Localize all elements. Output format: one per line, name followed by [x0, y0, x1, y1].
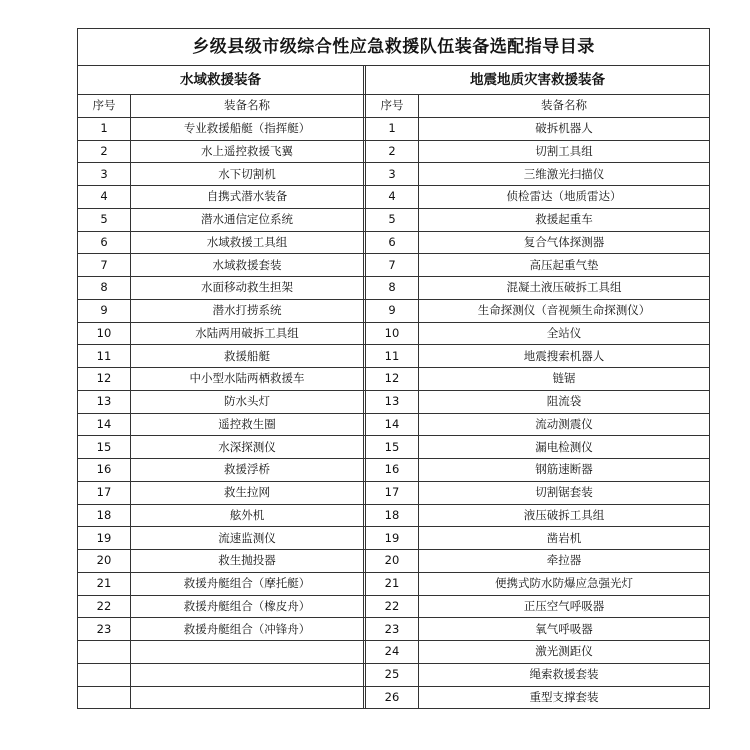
quake-item-no: 14 [366, 413, 419, 436]
water-item-name: 水下切割机 [131, 163, 364, 186]
table-row [78, 254, 710, 277]
quake-item-name: 全站仪 [419, 322, 710, 345]
section-header-row [78, 66, 710, 95]
water-item-no: 4 [78, 186, 131, 209]
quake-item-name: 破拆机器人 [419, 117, 710, 140]
table-row [78, 390, 710, 413]
water-item-name: 流速监测仪 [131, 527, 364, 550]
quake-item-name: 复合气体探测器 [419, 231, 710, 254]
water-item-name: 自携式潜水装备 [131, 186, 364, 209]
water-item-no: 3 [78, 163, 131, 186]
water-item-name: 救生拉网 [131, 481, 364, 504]
quake-item-no: 16 [366, 459, 419, 482]
quake-item-no: 24 [366, 641, 419, 664]
table-row [78, 663, 710, 686]
quake-item-no: 23 [366, 618, 419, 641]
table-row [78, 618, 710, 641]
quake-item-name: 链锯 [419, 368, 710, 391]
quake-item-no: 7 [366, 254, 419, 277]
water-item-no: 21 [78, 572, 131, 595]
water-item-no: 15 [78, 436, 131, 459]
quake-item-no: 8 [366, 277, 419, 300]
quake-item-name: 高压起重气垫 [419, 254, 710, 277]
column-header-row [78, 95, 710, 118]
table-row [78, 641, 710, 664]
water-item-name: 防水头灯 [131, 390, 364, 413]
quake-item-name: 钢筋速断器 [419, 459, 710, 482]
table-row [78, 686, 710, 709]
quake-item-no: 5 [366, 208, 419, 231]
water-item-no: 16 [78, 459, 131, 482]
quake-item-no: 19 [366, 527, 419, 550]
quake-item-name: 氧气呼吸器 [419, 618, 710, 641]
quake-item-name: 牵拉器 [419, 550, 710, 573]
quake-item-no: 17 [366, 481, 419, 504]
section-title-water: 水域救援装备 [78, 66, 364, 95]
table-row [78, 368, 710, 391]
table-row [78, 572, 710, 595]
quake-item-no: 3 [366, 163, 419, 186]
empty-cell [78, 641, 131, 664]
quake-col-no-header: 序号 [366, 95, 419, 118]
table-row [78, 413, 710, 436]
quake-item-name: 切割工具组 [419, 140, 710, 163]
quake-item-no: 12 [366, 368, 419, 391]
water-item-name: 中小型水陆两栖救援车 [131, 368, 364, 391]
quake-item-no: 13 [366, 390, 419, 413]
quake-item-name: 漏电检测仪 [419, 436, 710, 459]
table-row [78, 299, 710, 322]
quake-item-name: 混凝土液压破拆工具组 [419, 277, 710, 300]
water-item-name: 救生抛投器 [131, 550, 364, 573]
water-item-no: 7 [78, 254, 131, 277]
water-item-no: 10 [78, 322, 131, 345]
water-item-name: 潜水通信定位系统 [131, 208, 364, 231]
table-row [78, 481, 710, 504]
table-row [78, 595, 710, 618]
table-row [78, 436, 710, 459]
water-item-no: 13 [78, 390, 131, 413]
water-item-no: 2 [78, 140, 131, 163]
empty-cell [131, 663, 364, 686]
water-item-no: 12 [78, 368, 131, 391]
quake-item-no: 2 [366, 140, 419, 163]
water-item-no: 11 [78, 345, 131, 368]
quake-item-name: 生命探测仪（音视频生命探测仪） [419, 299, 710, 322]
quake-item-no: 21 [366, 572, 419, 595]
table-row [78, 277, 710, 300]
equipment-catalog-table [77, 28, 710, 709]
water-item-name: 水上遥控救援飞翼 [131, 140, 364, 163]
quake-item-no: 9 [366, 299, 419, 322]
quake-item-name: 激光测距仪 [419, 641, 710, 664]
quake-item-name: 救援起重车 [419, 208, 710, 231]
table-row [78, 186, 710, 209]
quake-item-name: 切割锯套装 [419, 481, 710, 504]
water-item-no: 20 [78, 550, 131, 573]
quake-item-name: 重型支撑套装 [419, 686, 710, 709]
quake-item-name: 阻流袋 [419, 390, 710, 413]
water-item-name: 救援浮桥 [131, 459, 364, 482]
water-item-name: 遥控救生圈 [131, 413, 364, 436]
empty-cell [78, 663, 131, 686]
quake-item-no: 10 [366, 322, 419, 345]
water-item-name: 救援船艇 [131, 345, 364, 368]
water-item-name: 水域救援套装 [131, 254, 364, 277]
water-item-no: 18 [78, 504, 131, 527]
empty-cell [131, 641, 364, 664]
quake-item-no: 26 [366, 686, 419, 709]
quake-item-no: 22 [366, 595, 419, 618]
empty-cell [131, 686, 364, 709]
quake-item-name: 正压空气呼吸器 [419, 595, 710, 618]
quake-item-no: 18 [366, 504, 419, 527]
water-item-no: 22 [78, 595, 131, 618]
water-item-name: 舷外机 [131, 504, 364, 527]
water-item-no: 14 [78, 413, 131, 436]
page-title: 乡级县级市级综合性应急救援队伍装备选配指导目录 [78, 29, 710, 66]
quake-item-name: 三维激光扫描仪 [419, 163, 710, 186]
quake-item-name: 绳索救援套装 [419, 663, 710, 686]
quake-item-no: 20 [366, 550, 419, 573]
quake-item-no: 4 [366, 186, 419, 209]
quake-col-name-header: 装备名称 [419, 95, 710, 118]
table-row [78, 504, 710, 527]
water-item-no: 17 [78, 481, 131, 504]
section-title-quake: 地震地质灾害救援装备 [366, 66, 710, 95]
water-item-name: 水域救援工具组 [131, 231, 364, 254]
water-item-name: 潜水打捞系统 [131, 299, 364, 322]
table-row [78, 231, 710, 254]
quake-item-name: 侦检雷达（地质雷达） [419, 186, 710, 209]
table-row [78, 163, 710, 186]
table-row [78, 345, 710, 368]
quake-item-no: 25 [366, 663, 419, 686]
table-row [78, 208, 710, 231]
empty-cell [78, 686, 131, 709]
water-item-no: 9 [78, 299, 131, 322]
water-col-name-header: 装备名称 [131, 95, 364, 118]
quake-item-name: 流动测震仪 [419, 413, 710, 436]
water-item-name: 水深探测仪 [131, 436, 364, 459]
table-row [78, 459, 710, 482]
quake-item-no: 6 [366, 231, 419, 254]
quake-item-no: 1 [366, 117, 419, 140]
water-item-name: 专业救援船艇（指挥艇） [131, 117, 364, 140]
water-item-no: 23 [78, 618, 131, 641]
water-item-no: 8 [78, 277, 131, 300]
table-row [78, 322, 710, 345]
water-col-no-header: 序号 [78, 95, 131, 118]
table-row [78, 117, 710, 140]
water-item-no: 6 [78, 231, 131, 254]
water-item-name: 水陆两用破拆工具组 [131, 322, 364, 345]
water-item-name: 水面移动救生担架 [131, 277, 364, 300]
quake-item-name: 便携式防水防爆应急强光灯 [419, 572, 710, 595]
table-row [78, 140, 710, 163]
water-item-name: 救援舟艇组合（橡皮舟） [131, 595, 364, 618]
water-item-no: 1 [78, 117, 131, 140]
quake-item-name: 液压破拆工具组 [419, 504, 710, 527]
table-row [78, 550, 710, 573]
table-row [78, 527, 710, 550]
water-item-no: 5 [78, 208, 131, 231]
water-item-no: 19 [78, 527, 131, 550]
quake-item-name: 地震搜索机器人 [419, 345, 710, 368]
quake-item-name: 凿岩机 [419, 527, 710, 550]
quake-item-no: 15 [366, 436, 419, 459]
quake-item-no: 11 [366, 345, 419, 368]
water-item-name: 救援舟艇组合（摩托艇） [131, 572, 364, 595]
title-row [78, 29, 710, 66]
water-item-name: 救援舟艇组合（冲锋舟） [131, 618, 364, 641]
